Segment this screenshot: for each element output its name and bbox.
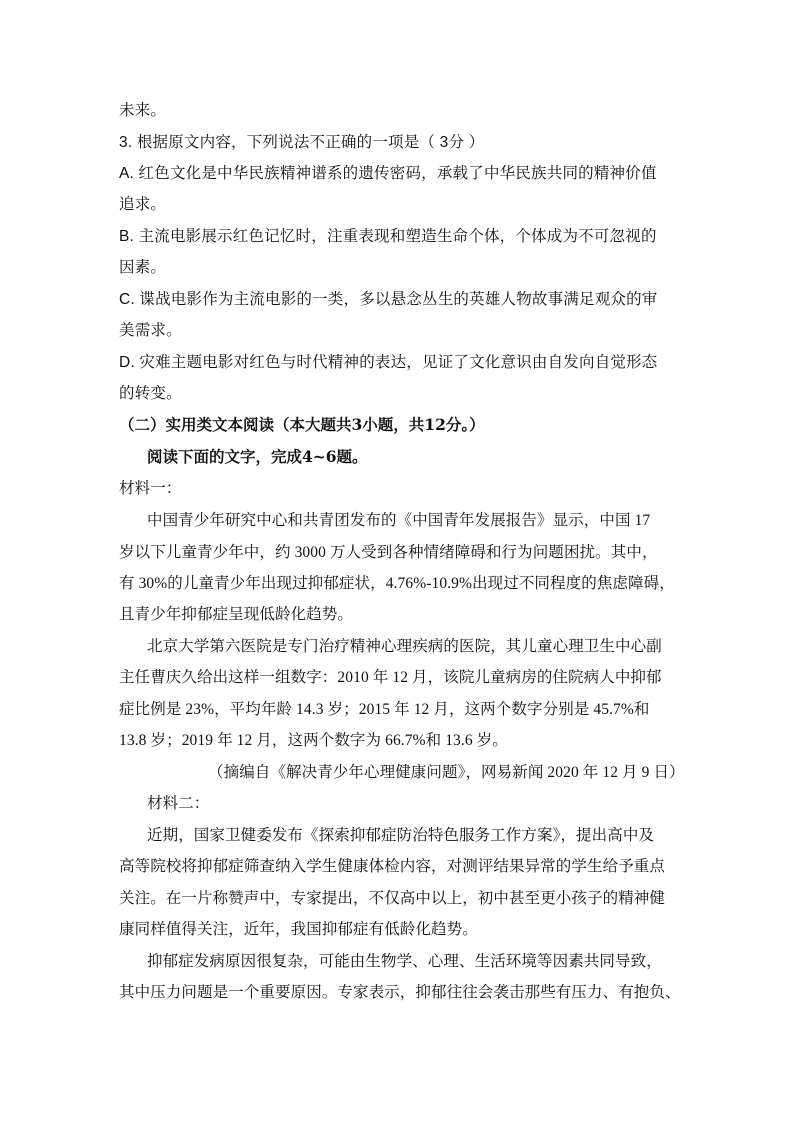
- source-citation: （摘编自《解决青少年心理健康问题》，网易新闻 2020 年 12 月 9 日）: [208, 764, 685, 781]
- material-two-para-1-line-4: 康同样值得关注，近年，我国抑郁症有低龄化趋势。: [119, 921, 478, 938]
- material-two-para-1-line-3: 关注。在一片称赞声中，专家提出，不仅高中以上，初中甚至更小孩子的精神健: [119, 890, 666, 907]
- material-two-para-2-line-1: 抑郁症发病原因很复杂，可能由生物学、心理、生活环境等因素共同导致，: [147, 953, 662, 970]
- material-one-para-2-line-4: 13.8 岁；2019 年 12 月，这两个数字为 66.7%和 13.6 岁。: [119, 732, 508, 749]
- material-one-para-1-line-4: 且青少年抑郁症呈现低龄化趋势。: [119, 606, 354, 623]
- option-b-line-2: 因素。: [119, 259, 167, 276]
- material-two-label: 材料二：: [147, 795, 210, 812]
- material-one-para-2-line-1: 北京大学第六医院是专门治疗精神心理疾病的医院，其儿童心理卫生中心副: [147, 638, 662, 655]
- material-two-para-1-line-2: 高等院校将抑郁症筛查纳入学生健康体检内容，对测评结果异常的学生给予重点: [119, 858, 666, 875]
- material-two-para-1-line-1: 近期，国家卫健委发布《探索抑郁症防治特色服务工作方案》，提出高中及: [147, 827, 655, 844]
- option-d-line-2: 的转变。: [119, 385, 182, 402]
- question-3-stem: 3. 根据原文内容，下列说法不正确的一项是（ 3分 ）: [119, 134, 485, 151]
- material-one-para-1-line-1: 中国青少年研究中心和共青团发布的《中国青年发展报告》显示，中国 17: [147, 512, 651, 529]
- option-d-line-1: D. 灾难主题电影对红色与时代精神的表达，见证了文化意识由自发向自觉形态: [119, 354, 658, 371]
- material-one-para-1-line-2: 岁以下儿童青少年中，约 3000 万人受到各种情绪障碍和行为问题困扰。其中，: [119, 544, 658, 561]
- material-one-para-2-line-2: 主任曹庆久给出这样一组数字：2010 年 12 月，该院儿童病房的住院病人中抑郁: [119, 669, 662, 686]
- text-line-continuation: 未来。: [119, 102, 167, 119]
- material-one-para-1-line-3: 有 30%的儿童青少年出现过抑郁症状，4.76%-10.9%出现过不同程度的焦虑障碍，: [119, 575, 675, 592]
- reading-instruction: 阅读下面的文字，完成4~6题。: [147, 447, 368, 466]
- material-one-para-2-line-3: 症比例是 23%，平均年龄 14.3 岁；2015 年 12 月，这两个数字分别是 45.7%和: [119, 701, 650, 718]
- option-a-line-1: A. 红色文化是中华民族精神谱系的遗传密码，承载了中华民族共同的精神价值: [119, 165, 657, 182]
- material-one-label: 材料一：: [119, 480, 182, 497]
- option-c-line-2: 美需求。: [119, 322, 182, 339]
- section-heading: （二）实用类文本阅读（本大题共3小题，共12分。）: [119, 415, 485, 434]
- material-two-para-2-line-2: 其中压力问题是一个重要原因。专家表示，抑郁往往会袭击那些有压力、有抱负、: [119, 984, 681, 1001]
- option-b-line-1: B. 主流电影展示红色记忆时，注重表现和塑造生命个体，个体成为不可忽视的: [119, 228, 657, 245]
- option-c-line-1: C. 谍战电影作为主流电影的一类，多以悬念丛生的英雄人物故事满足观众的审: [119, 291, 658, 308]
- option-a-line-2: 追求。: [119, 196, 167, 213]
